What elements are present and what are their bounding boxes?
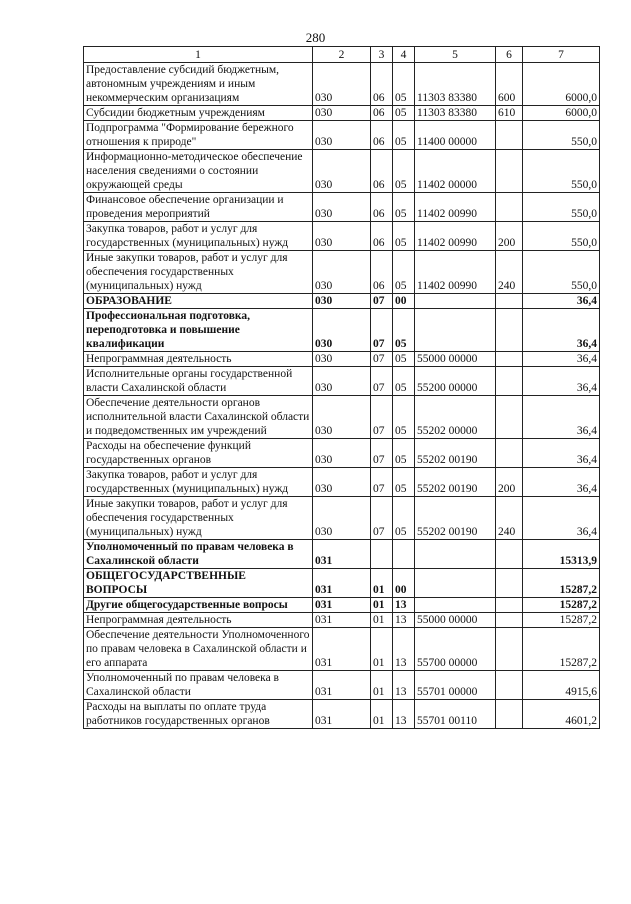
target-article-cell: 55700 00000 [415, 628, 496, 671]
table-row [84, 352, 600, 367]
table-header-row [84, 47, 600, 63]
subsection-code-cell: 05 [393, 222, 415, 251]
amount-cell: 15313,9 [523, 540, 600, 569]
amount-cell: 36,4 [523, 396, 600, 439]
subsection-code-cell: 05 [393, 468, 415, 497]
subsection-code-cell: 05 [393, 367, 415, 396]
item-name-cell: Расходы на выплаты по оплате труда работников государственных органов [84, 700, 313, 729]
admin-code-cell: 030 [313, 222, 371, 251]
target-article-cell: 11303 83380 [415, 63, 496, 106]
section-code-cell: 01 [371, 671, 393, 700]
admin-code-cell: 030 [313, 251, 371, 294]
table-row [84, 671, 600, 700]
admin-code-cell: 030 [313, 352, 371, 367]
expense-type-cell [496, 569, 523, 598]
section-code-cell: 01 [371, 628, 393, 671]
expense-type-cell: 200 [496, 222, 523, 251]
admin-code-cell: 031 [313, 613, 371, 628]
expense-type-cell: 240 [496, 251, 523, 294]
header-cell: 3 [371, 47, 393, 63]
target-article-cell: 11303 83380 [415, 106, 496, 121]
expense-type-cell [496, 613, 523, 628]
subsection-code-cell: 13 [393, 700, 415, 729]
admin-code-cell: 031 [313, 540, 371, 569]
target-article-cell: 11402 00990 [415, 193, 496, 222]
amount-cell: 550,0 [523, 121, 600, 150]
target-article-cell: 55000 00000 [415, 352, 496, 367]
section-code-cell: 06 [371, 193, 393, 222]
table-row [84, 150, 600, 193]
header-cell: 1 [84, 47, 313, 63]
target-article-cell: 11400 00000 [415, 121, 496, 150]
amount-cell: 15287,2 [523, 628, 600, 671]
subsection-code-cell: 05 [393, 121, 415, 150]
page-number: 280 [305, 30, 326, 45]
amount-cell: 36,4 [523, 439, 600, 468]
amount-cell: 6000,0 [523, 63, 600, 106]
target-article-cell [415, 294, 496, 309]
target-article-cell [415, 569, 496, 598]
section-code-cell: 07 [371, 294, 393, 309]
expense-type-cell [496, 309, 523, 352]
budget-table [83, 46, 600, 729]
item-name-cell: Закупка товаров, работ и услуг для государственных (муниципальных) нужд [84, 222, 313, 251]
item-name-cell: Непрограммная деятельность [84, 613, 313, 628]
table-row [84, 106, 600, 121]
table-row [84, 468, 600, 497]
amount-cell: 36,4 [523, 352, 600, 367]
target-article-cell: 55200 00000 [415, 367, 496, 396]
item-name-cell: Информационно-методическое обеспечение населения сведениями о состоянии окружающей среды [84, 150, 313, 193]
subsection-code-cell: 05 [393, 439, 415, 468]
section-code-cell: 01 [371, 598, 393, 613]
expense-type-cell: 200 [496, 468, 523, 497]
table-row [84, 251, 600, 294]
admin-code-cell: 031 [313, 671, 371, 700]
table-row [84, 309, 600, 352]
section-code-cell: 07 [371, 309, 393, 352]
amount-cell: 15287,2 [523, 569, 600, 598]
table-row [84, 497, 600, 540]
item-name-cell: Обеспечение деятельности органов исполнительной власти Сахалинской области и подведомственных им учреждений [84, 396, 313, 439]
table-row [84, 598, 600, 613]
target-article-cell: 11402 00000 [415, 150, 496, 193]
admin-code-cell: 030 [313, 193, 371, 222]
amount-cell: 550,0 [523, 222, 600, 251]
section-code-cell: 06 [371, 222, 393, 251]
table-row [84, 222, 600, 251]
section-code-cell: 06 [371, 251, 393, 294]
subsection-code-cell: 05 [393, 497, 415, 540]
table-row [84, 540, 600, 569]
subsection-code-cell: 05 [393, 106, 415, 121]
table-row [84, 613, 600, 628]
expense-type-cell [496, 294, 523, 309]
item-name-cell: Уполномоченный по правам человека в Сахалинской области [84, 540, 313, 569]
expense-type-cell [496, 671, 523, 700]
header-cell: 5 [415, 47, 496, 63]
item-name-cell: Предоставление субсидий бюджетным, автономным учреждениям и иным некоммерческим организациям [84, 63, 313, 106]
subsection-code-cell: 13 [393, 671, 415, 700]
expense-type-cell [496, 193, 523, 222]
item-name-cell: Обеспечение деятельности Уполномоченного по правам человека в Сахалинской области и его аппарата [84, 628, 313, 671]
subsection-code-cell: 13 [393, 598, 415, 613]
amount-cell: 36,4 [523, 367, 600, 396]
amount-cell: 15287,2 [523, 598, 600, 613]
item-name-cell: Профессиональная подготовка, переподготовка и повышение квалификации [84, 309, 313, 352]
target-article-cell: 55000 00000 [415, 613, 496, 628]
table-row [84, 367, 600, 396]
target-article-cell: 55202 00190 [415, 468, 496, 497]
subsection-code-cell: 00 [393, 294, 415, 309]
section-code-cell: 01 [371, 613, 393, 628]
section-code-cell: 07 [371, 497, 393, 540]
expense-type-cell [496, 396, 523, 439]
header-cell: 7 [523, 47, 600, 63]
admin-code-cell: 030 [313, 309, 371, 352]
header-cell: 4 [393, 47, 415, 63]
item-name-cell: Иные закупки товаров, работ и услуг для обеспечения государственных (муниципальных) нужд [84, 497, 313, 540]
amount-cell: 4915,6 [523, 671, 600, 700]
section-code-cell: 01 [371, 700, 393, 729]
item-name-cell: ОБЩЕГОСУДАРСТВЕННЫЕ ВОПРОСЫ [84, 569, 313, 598]
target-article-cell [415, 540, 496, 569]
expense-type-cell: 240 [496, 497, 523, 540]
admin-code-cell: 031 [313, 569, 371, 598]
amount-cell: 550,0 [523, 251, 600, 294]
expense-type-cell [496, 700, 523, 729]
admin-code-cell: 030 [313, 396, 371, 439]
section-code-cell: 07 [371, 352, 393, 367]
subsection-code-cell: 05 [393, 309, 415, 352]
expense-type-cell [496, 352, 523, 367]
section-code-cell: 01 [371, 569, 393, 598]
item-name-cell: Расходы на обеспечение функций государственных органов [84, 439, 313, 468]
section-code-cell: 06 [371, 63, 393, 106]
expense-type-cell: 600 [496, 63, 523, 106]
target-article-cell: 55202 00000 [415, 396, 496, 439]
table-body [84, 63, 600, 729]
amount-cell: 550,0 [523, 150, 600, 193]
target-article-cell: 55202 00190 [415, 439, 496, 468]
amount-cell: 36,4 [523, 468, 600, 497]
table-row [84, 121, 600, 150]
admin-code-cell: 031 [313, 598, 371, 613]
expense-type-cell [496, 121, 523, 150]
table-row [84, 294, 600, 309]
target-article-cell: 55701 00000 [415, 671, 496, 700]
item-name-cell: Другие общегосударственные вопросы [84, 598, 313, 613]
item-name-cell: ОБРАЗОВАНИЕ [84, 294, 313, 309]
subsection-code-cell: 05 [393, 251, 415, 294]
item-name-cell: Финансовое обеспечение организации и проведения мероприятий [84, 193, 313, 222]
expense-type-cell [496, 367, 523, 396]
admin-code-cell: 030 [313, 497, 371, 540]
subsection-code-cell: 13 [393, 628, 415, 671]
target-article-cell: 55701 00110 [415, 700, 496, 729]
target-article-cell [415, 309, 496, 352]
item-name-cell: Подпрограмма "Формирование бережного отношения к природе" [84, 121, 313, 150]
header-cell: 6 [496, 47, 523, 63]
expense-type-cell [496, 439, 523, 468]
expense-type-cell [496, 598, 523, 613]
section-code-cell: 07 [371, 396, 393, 439]
subsection-code-cell: 13 [393, 613, 415, 628]
subsection-code-cell: 05 [393, 193, 415, 222]
admin-code-cell: 030 [313, 439, 371, 468]
subsection-code-cell: 05 [393, 63, 415, 106]
table-row [84, 193, 600, 222]
admin-code-cell: 030 [313, 468, 371, 497]
section-code-cell: 06 [371, 150, 393, 193]
target-article-cell: 55202 00190 [415, 497, 496, 540]
admin-code-cell: 030 [313, 367, 371, 396]
item-name-cell: Непрограммная деятельность [84, 352, 313, 367]
table-row [84, 628, 600, 671]
expense-type-cell: 610 [496, 106, 523, 121]
subsection-code-cell [393, 540, 415, 569]
admin-code-cell: 031 [313, 628, 371, 671]
table-row [84, 63, 600, 106]
target-article-cell: 11402 00990 [415, 251, 496, 294]
item-name-cell: Исполнительные органы государственной власти Сахалинской области [84, 367, 313, 396]
amount-cell: 36,4 [523, 294, 600, 309]
target-article-cell: 11402 00990 [415, 222, 496, 251]
subsection-code-cell: 00 [393, 569, 415, 598]
section-code-cell [371, 540, 393, 569]
admin-code-cell: 030 [313, 63, 371, 106]
amount-cell: 36,4 [523, 309, 600, 352]
amount-cell: 4601,2 [523, 700, 600, 729]
admin-code-cell: 030 [313, 294, 371, 309]
item-name-cell: Иные закупки товаров, работ и услуг для обеспечения государственных (муниципальных) нужд [84, 251, 313, 294]
subsection-code-cell: 05 [393, 352, 415, 367]
amount-cell: 15287,2 [523, 613, 600, 628]
table-row [84, 700, 600, 729]
admin-code-cell: 030 [313, 106, 371, 121]
table-row [84, 569, 600, 598]
target-article-cell [415, 598, 496, 613]
item-name-cell: Субсидии бюджетным учреждениям [84, 106, 313, 121]
amount-cell: 6000,0 [523, 106, 600, 121]
subsection-code-cell: 05 [393, 150, 415, 193]
amount-cell: 36,4 [523, 497, 600, 540]
item-name-cell: Закупка товаров, работ и услуг для государственных (муниципальных) нужд [84, 468, 313, 497]
item-name-cell: Уполномоченный по правам человека в Сахалинской области [84, 671, 313, 700]
admin-code-cell: 030 [313, 121, 371, 150]
section-code-cell: 07 [371, 439, 393, 468]
section-code-cell: 07 [371, 468, 393, 497]
expense-type-cell [496, 150, 523, 193]
table-row [84, 396, 600, 439]
admin-code-cell: 031 [313, 700, 371, 729]
amount-cell: 550,0 [523, 193, 600, 222]
section-code-cell: 07 [371, 367, 393, 396]
header-cell: 2 [313, 47, 371, 63]
subsection-code-cell: 05 [393, 396, 415, 439]
admin-code-cell: 030 [313, 150, 371, 193]
section-code-cell: 06 [371, 121, 393, 150]
table-row [84, 439, 600, 468]
section-code-cell: 06 [371, 106, 393, 121]
expense-type-cell [496, 628, 523, 671]
expense-type-cell [496, 540, 523, 569]
